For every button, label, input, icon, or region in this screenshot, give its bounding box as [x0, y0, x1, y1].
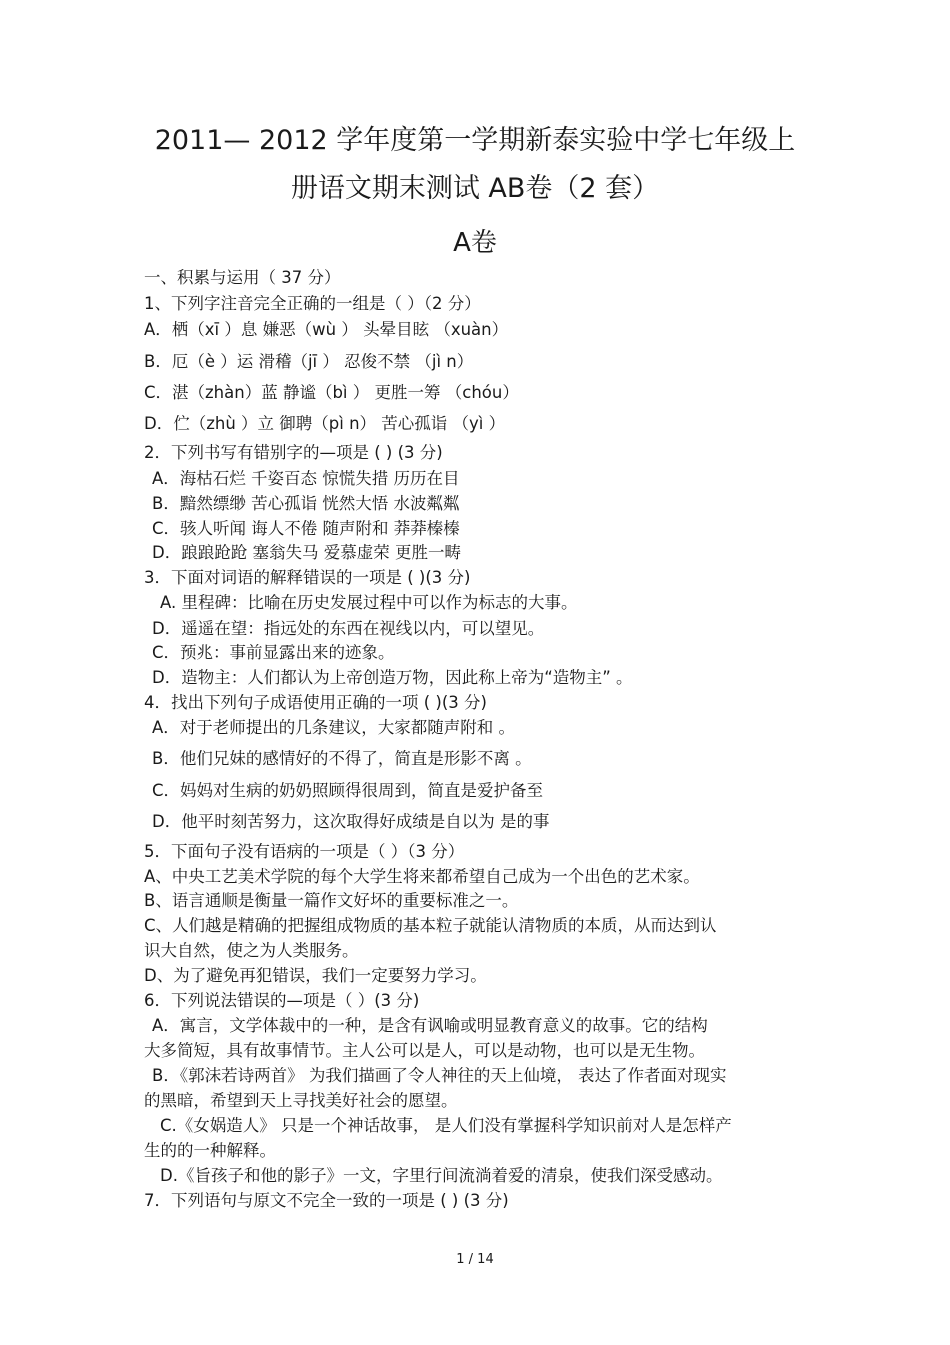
option-line: A．海枯石烂 千姿百态 惊慌失措 历历在目 [152, 469, 460, 488]
option-line: C．预兆：事前显露出来的迹象。 [152, 643, 395, 662]
option-line: B、语言通顺是衡量一篇作文好坏的重要标准之一。 [144, 891, 519, 910]
section-heading: 一、积累与运用（ 37 分） [144, 268, 341, 287]
option-line: B．厄（è ）运 滑稽（jī ） 忍俊不禁 （jì n） [144, 352, 474, 371]
option-line: C．妈妈对生病的奶奶照顾得很周到，简直是爱护备至 [152, 781, 544, 800]
option-line: D．踉踉跄跄 塞翁失马 爱慕虚荣 更胜一畴 [152, 543, 461, 562]
question-4: 4．找出下列句子成语使用正确的一项 ( )(3 分) [144, 693, 487, 712]
option-line: C．骇人听闻 诲人不倦 随声附和 莽莽榛榛 [152, 519, 460, 538]
paper-label: A卷 [453, 228, 497, 258]
option-line: B．他们兄妹的感情好的不得了，简直是形影不离 。 [152, 749, 532, 768]
option-line-continued: 生的的一种解释。 [144, 1141, 276, 1160]
option-line: D.《旨孩子和他的影子》一文，字里行间流淌着爱的清泉，使我们深受感动。 [160, 1166, 723, 1185]
question-6: 6．下列说法错误的—项是（ ）(3 分) [144, 991, 420, 1010]
option-line: D．伫（zhù ）立 御聘（pì n） 苦心孤诣 （yì ） [144, 414, 506, 433]
question-1: 1、下列字注音完全正确的一组是（ ）（2 分） [144, 294, 481, 313]
option-line-continued: 的黑暗，希望到天上寻找美好社会的愿望。 [144, 1091, 458, 1110]
option-line: A. 里程碑：比喻在历史发展过程中可以作为标志的大事。 [160, 593, 578, 612]
question-3: 3．下面对词语的解释错误的一项是 ( )(3 分) [144, 568, 471, 587]
option-line: B．黯然缥缈 苦心孤诣 恍然大悟 水波粼粼 [152, 494, 460, 513]
option-line: C．湛（zhàn）蓝 静谧（bì ） 更胜一筹 （chóu） [144, 383, 519, 402]
option-line: A．寓言，文学体裁中的一种，是含有讽喻或明显教育意义的故事。它的结构 [152, 1016, 708, 1035]
page-number: 1 / 14 [456, 1252, 494, 1267]
option-line: D、为了避免再犯错误，我们一定要努力学习。 [144, 966, 487, 985]
option-line: A、中央工艺美术学院的每个大学生将来都希望自己成为一个出色的艺术家。 [144, 867, 700, 886]
option-line: A．栖（xī ）息 嫌恶（wù ） 头晕目眩 （xuàn） [144, 320, 509, 339]
question-5: 5．下面句子没有语病的一项是（ ）（3 分） [144, 842, 465, 861]
option-line: B．《郭沫若诗两首》 为我们描画了令人神往的天上仙境， 表达了作者面对现实 [152, 1066, 727, 1085]
title-line-1: 2011— 2012 学年度第一学期新泰实验中学七年级上 [154, 125, 796, 156]
question-7: 7．下列语句与原文不完全一致的一项是 ( ) (3 分) [144, 1191, 509, 1210]
option-line: D．造物主：人们都认为上帝创造万物，因此称上帝为“造物主” 。 [152, 668, 633, 687]
option-line: D．他平时刻苦努力，这次取得好成绩是自以为 是的事 [152, 812, 550, 831]
option-line: A．对于老师提出的几条建议，大家都随声附和 。 [152, 718, 516, 737]
title-line-2: 册语文期末测试 AB卷（2 套） [290, 173, 660, 204]
option-line: C、人们越是精确的把握组成物质的基本粒子就能认清物质的本质，从而达到认 [144, 916, 717, 935]
question-2: 2．下列书写有错别字的—项是 ( ) (3 分) [144, 443, 443, 462]
option-line-continued: 大多简短，具有故事情节。主人公可以是人，可以是动物，也可以是无生物。 [144, 1041, 705, 1060]
option-line-continued: 识大自然，使之为人类服务。 [144, 941, 359, 960]
option-line: C.《女娲造人》 只是一个神话故事， 是人们没有掌握科学知识前对人是怎样产 [160, 1116, 732, 1135]
option-line: D．遥遥在望：指远处的东西在视线以内，可以望见。 [152, 619, 545, 638]
